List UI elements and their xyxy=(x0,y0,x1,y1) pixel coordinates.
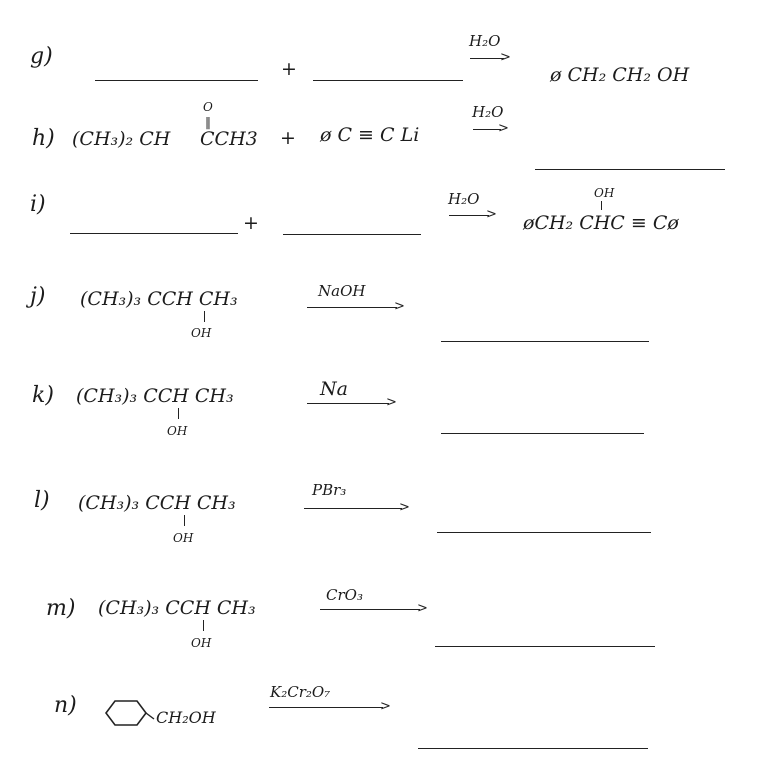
problem-h-reactant-1: (CH₃)₂ CH xyxy=(72,128,171,150)
problem-i-hydroxyl-bond xyxy=(601,201,602,210)
problem-i-product: øCH₂ CHC ≡ Cø xyxy=(523,212,679,234)
problem-m-blank-product[interactable] xyxy=(435,646,655,647)
problem-h-label: h) xyxy=(32,126,55,151)
problem-j-reactant: (CH₃)₃ CCH CH₃ xyxy=(80,288,238,310)
problem-n-reagent: K₂Cr₂O₇ xyxy=(270,683,331,701)
problem-h-reactant-2: ø C ≡ C Li xyxy=(320,124,420,146)
problem-k-hydroxyl: OH xyxy=(167,424,188,438)
problem-i-blank-reactant-2[interactable] xyxy=(283,234,421,235)
problem-l-hydroxyl: OH xyxy=(173,531,194,545)
problem-g-blank-reactant-1[interactable] xyxy=(95,80,258,81)
problem-l-label: l) xyxy=(34,488,50,513)
problem-l-reagent: PBr₃ xyxy=(312,481,347,499)
problem-h-plus: + xyxy=(280,127,296,149)
problem-k-blank-product[interactable] xyxy=(441,433,644,434)
problem-k-arrow: > xyxy=(307,398,395,408)
problem-g-product: ø CH₂ CH₂ OH xyxy=(550,64,690,86)
problem-g-blank-reactant-2[interactable] xyxy=(313,80,463,81)
problem-k-reactant: (CH₃)₃ CCH CH₃ xyxy=(76,385,234,407)
problem-l-reactant: (CH₃)₃ CCH CH₃ xyxy=(78,492,236,514)
problem-i-label: i) xyxy=(30,192,46,217)
problem-m-label: m) xyxy=(46,596,76,621)
problem-h-reagent: H₂O xyxy=(472,103,504,121)
problem-m-hydroxyl: OH xyxy=(191,636,212,650)
problem-l-arrow: > xyxy=(304,503,408,513)
problem-j-hydroxyl-bond xyxy=(204,311,205,322)
problem-n-substituent: CH₂OH xyxy=(156,708,216,727)
problem-i-plus: + xyxy=(243,212,259,234)
problem-k-hydroxyl-bond xyxy=(178,408,179,419)
problem-g-reagent: H₂O xyxy=(469,32,501,50)
problem-i-reagent: H₂O xyxy=(448,190,480,208)
problem-k-label: k) xyxy=(32,383,54,408)
problem-i-blank-reactant-1[interactable] xyxy=(70,233,238,234)
problem-h-carbonyl-group: CCH3 xyxy=(200,128,258,150)
problem-i-product-hydroxyl: OH xyxy=(594,186,615,200)
problem-l-hydroxyl-bond xyxy=(184,515,185,526)
problem-n-blank-product[interactable] xyxy=(418,748,648,749)
problem-g-label: g) xyxy=(30,44,53,69)
problem-n-arrow: > xyxy=(269,702,389,712)
problem-g-arrow: > xyxy=(470,53,510,63)
problem-h-double-bond: ‖ xyxy=(205,115,211,129)
problem-j-hydroxyl: OH xyxy=(191,326,212,340)
problem-m-reactant: (CH₃)₃ CCH CH₃ xyxy=(98,597,256,619)
problem-h-carbonyl-oxygen: O xyxy=(203,100,213,114)
problem-j-reagent: NaOH xyxy=(318,282,366,300)
problem-g-plus: + xyxy=(281,58,297,80)
problem-j-blank-product[interactable] xyxy=(441,341,649,342)
problem-m-arrow: > xyxy=(320,604,426,614)
problem-l-blank-product[interactable] xyxy=(437,532,651,533)
problem-m-hydroxyl-bond xyxy=(203,620,204,631)
problem-h-arrow: > xyxy=(473,124,507,134)
problem-k-reagent: Na xyxy=(320,378,348,400)
problem-m-reagent: CrO₃ xyxy=(326,586,363,604)
problem-n-label: n) xyxy=(54,693,77,718)
problem-j-label: j) xyxy=(30,284,46,309)
problem-h-blank-product[interactable] xyxy=(535,169,725,170)
cyclohexane-ring-icon xyxy=(100,700,160,730)
problem-j-arrow: > xyxy=(307,302,403,312)
problem-i-arrow: > xyxy=(449,210,495,220)
